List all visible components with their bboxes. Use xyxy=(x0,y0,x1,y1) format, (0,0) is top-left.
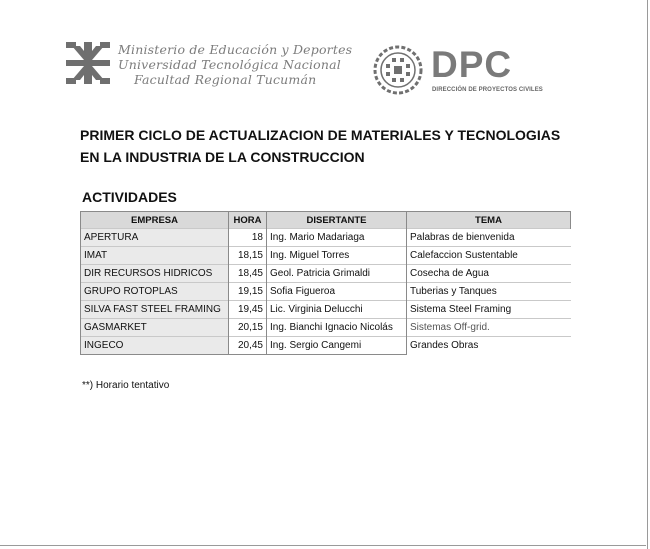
cell-tema: Sistema Steel Framing xyxy=(407,301,571,319)
col-header-hora: HORA xyxy=(229,212,267,229)
dpc-emblem-icon xyxy=(372,44,424,96)
dpc-acronym: DPC xyxy=(431,44,513,85)
utn-faculty-line: Facultad Regional Tucumán xyxy=(134,72,317,87)
cell-empresa: DIR RECURSOS HIDRICOS xyxy=(81,265,229,283)
cell-hora: 19,45 xyxy=(229,301,267,319)
cell-disertante: Lic. Virginia Delucchi xyxy=(267,301,407,319)
title-line-2: EN LA INDUSTRIA DE LA CONSTRUCCION xyxy=(80,149,365,165)
table-row xyxy=(81,319,571,337)
table-row xyxy=(81,337,571,355)
cell-disertante: Ing. Mario Madariaga xyxy=(267,229,407,247)
cell-hora: 20,15 xyxy=(229,319,267,337)
utn-university-line: Universidad Tecnológica Nacional xyxy=(118,57,341,72)
table-row xyxy=(81,265,571,283)
cell-disertante: Ing. Bianchi Ignacio Nicolás xyxy=(267,319,407,337)
utn-logo-icon xyxy=(66,42,110,84)
cell-hora: 19,15 xyxy=(229,283,267,301)
page-edge-bottom xyxy=(0,545,646,546)
table-row xyxy=(81,301,571,319)
title-line-1: PRIMER CICLO DE ACTUALIZACION DE MATERIALES Y TECNOLOGIAS xyxy=(80,127,561,143)
page-edge-right xyxy=(647,0,648,549)
cell-tema: Cosecha de Agua xyxy=(407,265,571,283)
cell-hora: 20,45 xyxy=(229,337,267,355)
cell-hora: 18 xyxy=(229,229,267,247)
table-row xyxy=(81,229,571,247)
cell-empresa: IMAT xyxy=(81,247,229,265)
col-header-tema: TEMA xyxy=(407,212,571,229)
utn-ministry-line: Ministerio de Educación y Deportes xyxy=(118,42,353,57)
col-header-empresa: EMPRESA xyxy=(81,212,229,229)
table-row xyxy=(81,283,571,301)
dpc-full-name: DIRECCIÓN DE PROYECTOS CIVILES xyxy=(432,87,543,93)
cell-tema: Palabras de bienvenida xyxy=(407,229,571,247)
cell-disertante: Ing. Miguel Torres xyxy=(267,247,407,265)
cell-empresa: INGECO xyxy=(81,337,229,355)
cell-empresa: GRUPO ROTOPLAS xyxy=(81,283,229,301)
document-title xyxy=(80,124,600,168)
cell-disertante: Sofia Figueroa xyxy=(267,283,407,301)
cell-hora: 18,45 xyxy=(229,265,267,283)
table-header-row xyxy=(81,212,571,229)
utn-org-name xyxy=(116,42,353,87)
col-header-disertante: DISERTANTE xyxy=(267,212,407,229)
cell-tema: Tuberias y Tanques xyxy=(407,283,571,301)
activities-table xyxy=(80,211,571,355)
cell-tema: Sistemas Off-grid. xyxy=(407,319,571,337)
cell-tema: Grandes Obras xyxy=(407,337,571,355)
cell-empresa: APERTURA xyxy=(81,229,229,247)
schedule-footnote: **) Horario tentativo xyxy=(82,380,170,391)
section-heading: ACTIVIDADES xyxy=(82,189,177,205)
cell-hora: 18,15 xyxy=(229,247,267,265)
cell-tema: Calefaccion Sustentable xyxy=(407,247,571,265)
cell-disertante: Ing. Sergio Cangemi xyxy=(267,337,407,355)
cell-disertante: Geol. Patricia Grimaldi xyxy=(267,265,407,283)
cell-empresa: SILVA FAST STEEL FRAMING xyxy=(81,301,229,319)
cell-empresa: GASMARKET xyxy=(81,319,229,337)
table-row xyxy=(81,247,571,265)
